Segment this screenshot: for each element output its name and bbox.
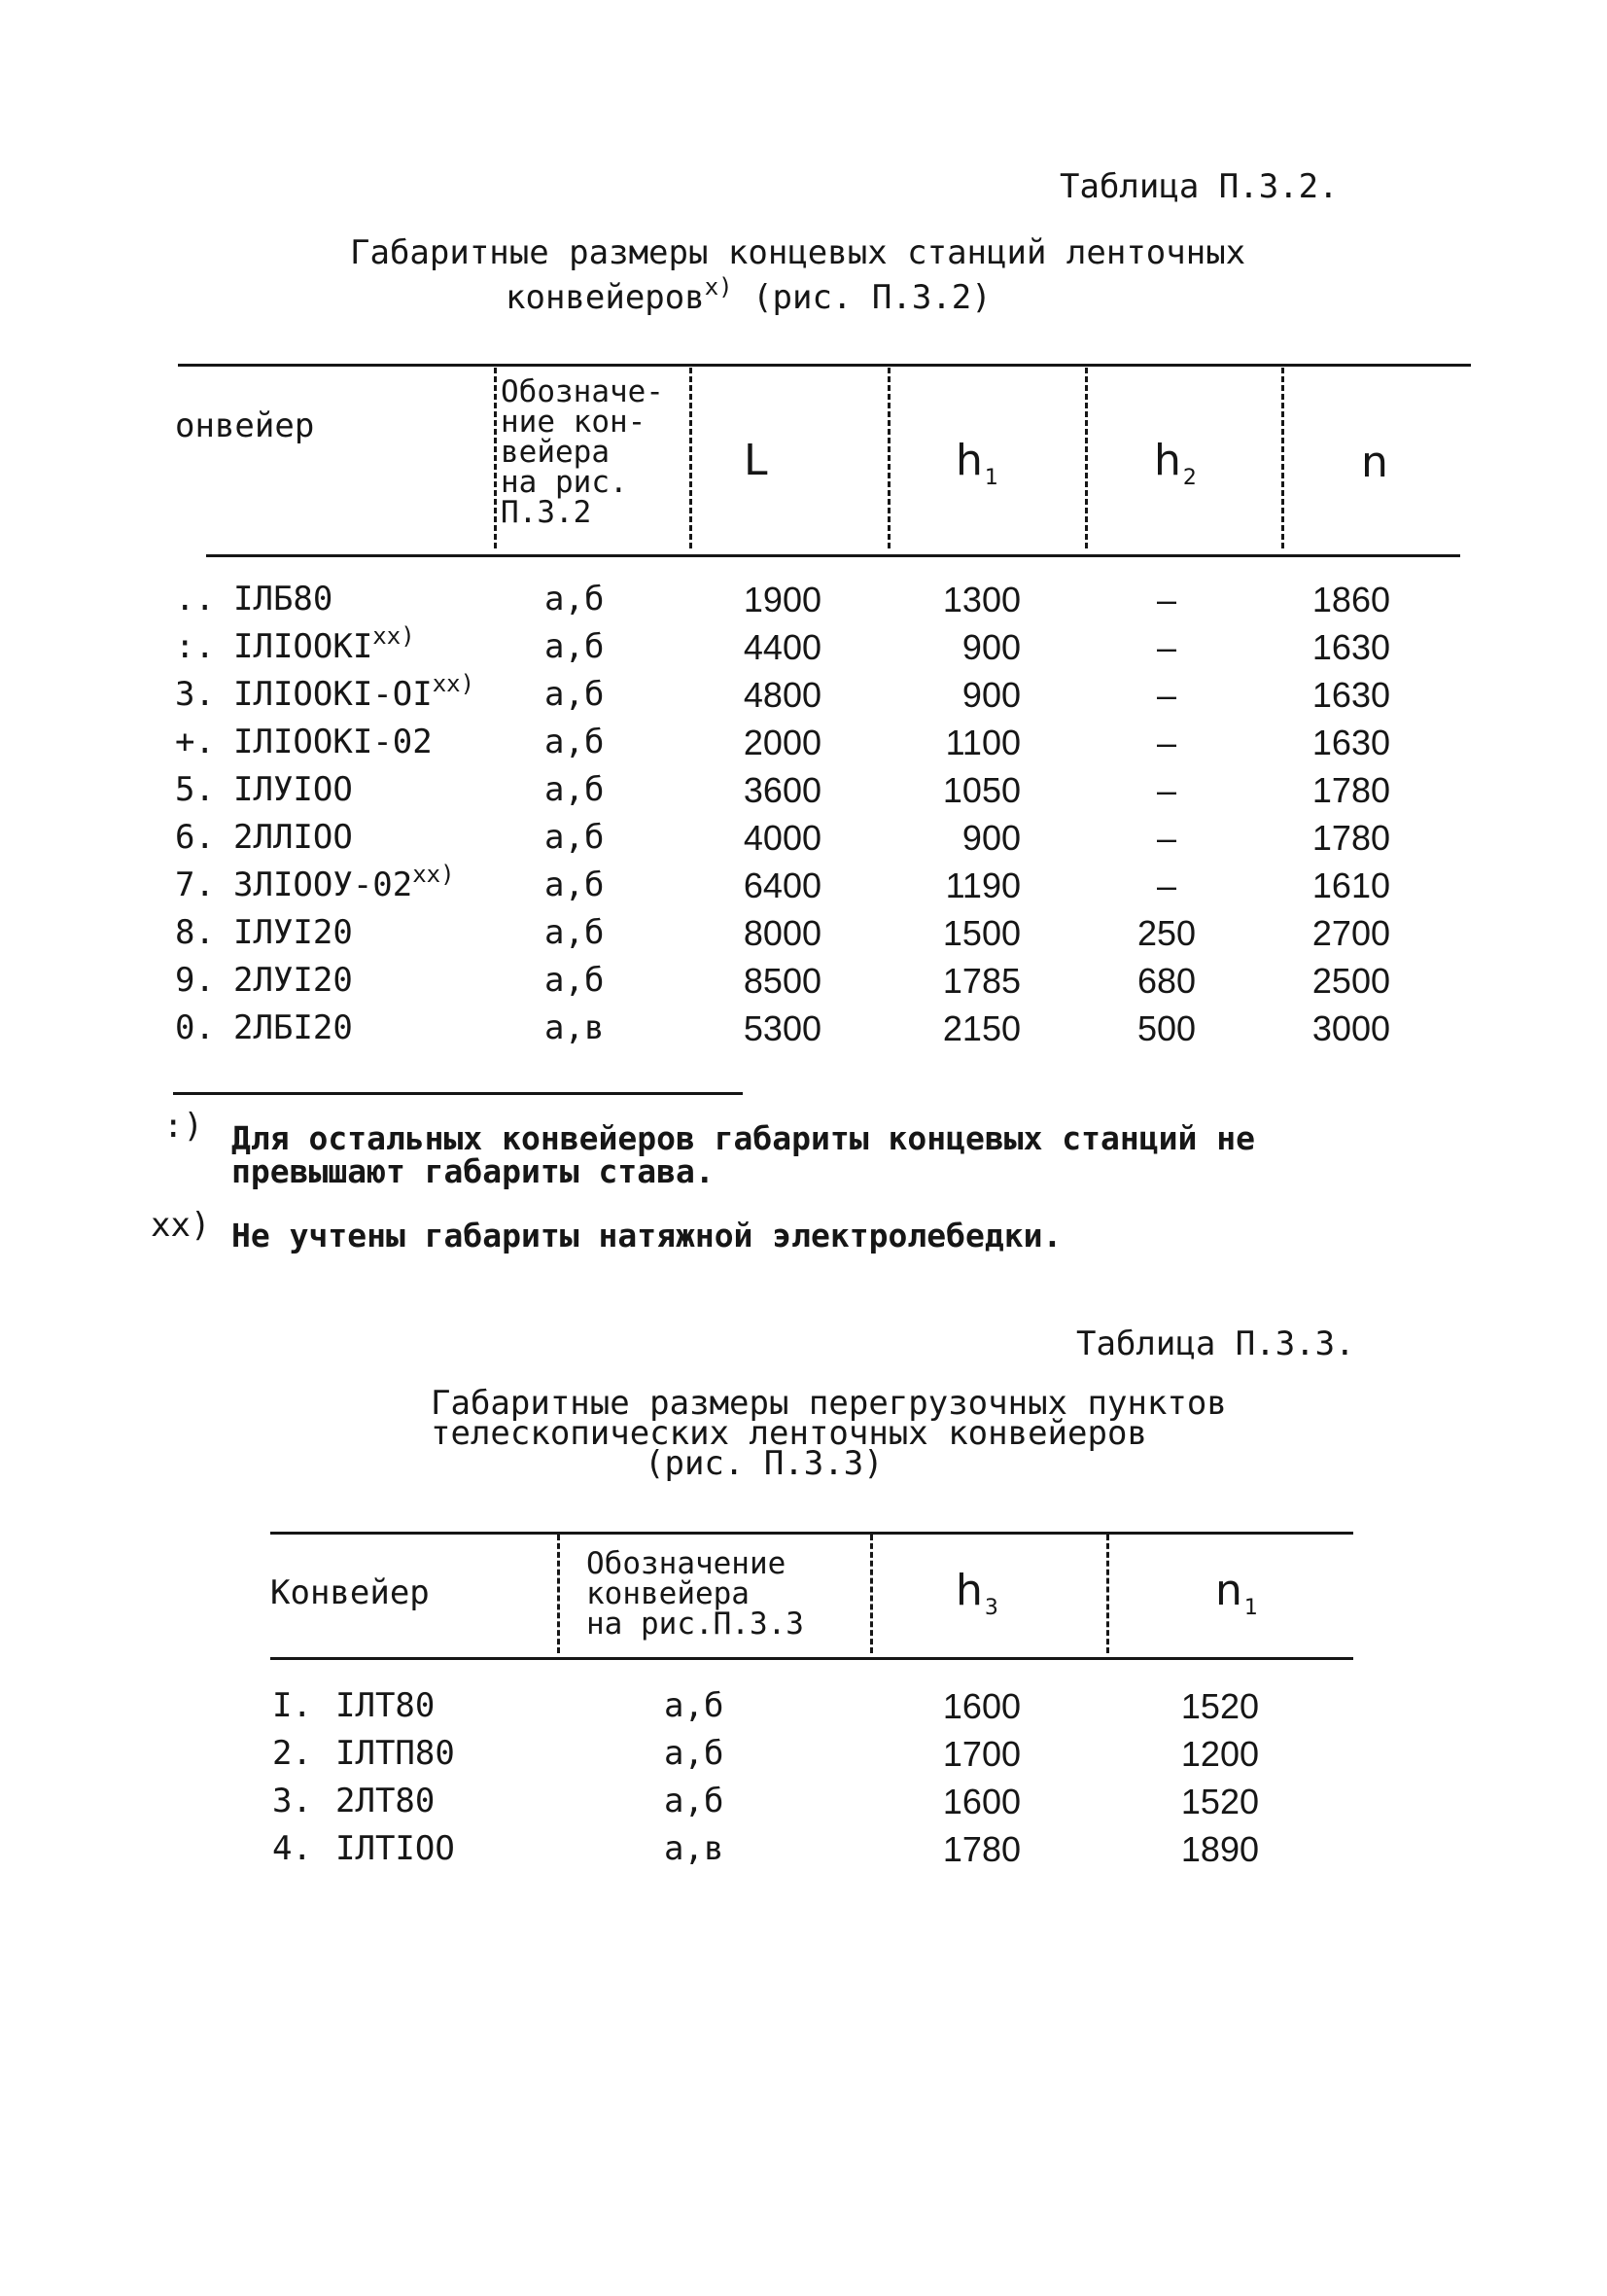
- table1-row-name: [233, 766, 474, 814]
- conveyor-name: 3ЛІООУ-02: [233, 865, 413, 904]
- table2-col-divider: [870, 1535, 873, 1653]
- conveyor-sup: xx): [412, 861, 455, 888]
- footnote-mark-xx: xx): [151, 1206, 211, 1245]
- table2-designation-cell: а,б: [664, 1782, 724, 1820]
- table1-body-name: [233, 576, 474, 1052]
- table2-header-h3-base: h: [956, 1566, 983, 1615]
- n1-cell: 1520: [1180, 1686, 1259, 1726]
- n1-cell: 1520: [1180, 1782, 1259, 1821]
- table2-col-divider: [1106, 1535, 1109, 1653]
- table1-header-h1-base: h: [956, 436, 983, 485]
- designation-cell: а,б: [544, 961, 605, 1000]
- conveyor-sup: xx): [432, 670, 475, 697]
- table2-title-line2: телескопических ленточных конвейеров: [431, 1414, 1147, 1453]
- footnote-x-line1: Для остальных конвейеров габариты концевых станций не: [231, 1119, 1255, 1157]
- table1-header-rule: [206, 554, 1460, 557]
- table1-body-n: [1283, 576, 1390, 1052]
- table1-row-num: +.: [175, 723, 215, 761]
- L-cell: 5300: [743, 1008, 821, 1048]
- table1-col-divider: [1281, 368, 1284, 548]
- table1-col-divider: [888, 368, 891, 548]
- footnote-mark-x: :): [163, 1107, 203, 1146]
- h1-cell: 1050: [942, 770, 1021, 810]
- table2-body-designation: [664, 1682, 723, 1873]
- table1-col-divider: [1085, 368, 1088, 548]
- table2-designation-cell: а,б: [664, 1686, 724, 1725]
- n-cell: 1630: [1311, 723, 1390, 762]
- table2-row-num: 4.: [272, 1829, 312, 1868]
- table1-row-num: 8.: [175, 913, 215, 952]
- designation-cell: а,б: [544, 627, 605, 666]
- table1-header-n: n: [1361, 438, 1388, 487]
- table1-body-L: [710, 576, 821, 1052]
- h3-cell: 1600: [942, 1782, 1021, 1821]
- n-cell: 1630: [1311, 627, 1390, 667]
- table2-header-n1-sub: 1: [1243, 1596, 1258, 1620]
- conveyor-name: 2ЛБІ20: [233, 1008, 353, 1047]
- table2-col-divider: [557, 1535, 560, 1653]
- table2-title-line3: (рис. П.3.3): [645, 1444, 884, 1483]
- table1-row-num: 7.: [175, 865, 215, 904]
- table1-header-designation-l3: вейера: [501, 435, 610, 470]
- table1-row-name: [233, 671, 474, 719]
- table2-top-rule: [270, 1532, 1353, 1535]
- table1-row-num: 6.: [175, 818, 215, 857]
- L-cell: 4800: [743, 675, 821, 715]
- table2-header-n1-base: n: [1215, 1566, 1242, 1615]
- table2-conveyor-name: ІЛТП80: [335, 1734, 455, 1773]
- L-cell: 3600: [743, 770, 821, 810]
- table1-row-num: 5.: [175, 770, 215, 809]
- h1-cell: 1785: [942, 961, 1021, 1001]
- L-cell: 4400: [743, 627, 821, 667]
- table1-header-designation-l4: на рис.: [501, 465, 628, 500]
- table2-title-line1: Габаритные размеры перегрузочных пунктов: [431, 1384, 1227, 1423]
- table2-label: Таблица П.3.3.: [1076, 1325, 1355, 1363]
- table1-row-name: [233, 1005, 474, 1052]
- h1-cell: 900: [961, 675, 1021, 715]
- table2-row-num: 2.: [272, 1734, 312, 1773]
- table2-header-conveyor: Конвейер: [270, 1573, 430, 1612]
- table2-row-num: І.: [272, 1686, 312, 1725]
- conveyor-name: ІЛУІ20: [233, 913, 353, 952]
- h2-cell: –: [1156, 723, 1177, 762]
- table1-header-L: L: [744, 436, 768, 485]
- table1-row-name: [233, 814, 474, 862]
- h2-cell: –: [1156, 818, 1177, 858]
- designation-cell: а,в: [544, 1008, 605, 1047]
- h2-cell: –: [1156, 627, 1177, 667]
- h3-cell: 1700: [942, 1734, 1021, 1774]
- table1-row-num: ..: [175, 580, 215, 618]
- table2-header-rule: [270, 1657, 1353, 1660]
- footnote-x-text: [231, 1119, 1255, 1190]
- table2-body-h3: [924, 1682, 1021, 1873]
- table1-header-conveyor: онвейер: [175, 406, 315, 445]
- h1-cell: 1500: [942, 913, 1021, 953]
- h2-cell: 500: [1136, 1008, 1197, 1048]
- h2-cell: –: [1156, 675, 1177, 715]
- table2-header-designation-l2: конвейера: [586, 1576, 750, 1611]
- designation-cell: а,б: [544, 723, 605, 761]
- L-cell: 6400: [743, 865, 821, 905]
- table1-row-name: [233, 719, 474, 766]
- table2-header-n1: [1215, 1566, 1258, 1620]
- table1-label: Таблица П.3.2.: [1060, 167, 1339, 206]
- table2-title: [431, 1384, 1227, 1483]
- table1-header-h1-sub: 1: [984, 466, 998, 490]
- conveyor-name: 2ЛЛІОО: [233, 818, 353, 857]
- table2-header-designation-l3: на рис.П.3.3: [586, 1607, 804, 1642]
- table2-row-num: 3.: [272, 1782, 312, 1820]
- table2-conveyor-name: ІЛТІОО: [335, 1829, 455, 1868]
- designation-cell: а,б: [544, 675, 605, 714]
- table2-designation-cell: а,в: [664, 1829, 724, 1868]
- conveyor-name: ІЛІООКІ: [233, 627, 373, 666]
- conveyor-name: ІЛБ80: [233, 580, 333, 618]
- table2-body-name: [335, 1682, 455, 1873]
- table1-body-num: [175, 576, 215, 1052]
- table1-header-designation-l5: П.3.2: [501, 495, 592, 530]
- table1-header-designation-l1: Обозначе-: [501, 374, 664, 409]
- table2-header-designation-l1: Обозначение: [586, 1546, 786, 1581]
- h1-cell: 900: [961, 818, 1021, 858]
- designation-cell: а,б: [544, 865, 605, 904]
- table2-conveyor-name: 2ЛТ80: [335, 1782, 436, 1820]
- designation-cell: а,б: [544, 913, 605, 952]
- table1-title-line2a: конвейеров: [506, 278, 705, 317]
- table1-header-h2-sub: 2: [1182, 466, 1197, 490]
- footnote-x-line2: превышают габариты става.: [231, 1152, 715, 1190]
- table2-conveyor-name: ІЛТ80: [335, 1686, 436, 1725]
- h3-cell: 1600: [942, 1686, 1021, 1726]
- table2-body-num: [272, 1682, 312, 1873]
- table2-header-h3: [956, 1566, 998, 1620]
- table1-col-divider: [689, 368, 692, 548]
- n-cell: 1780: [1311, 770, 1390, 810]
- h2-cell: –: [1156, 865, 1177, 905]
- n-cell: 1860: [1311, 580, 1390, 619]
- h1-cell: 1100: [945, 723, 1021, 762]
- h3-cell: 1780: [942, 1829, 1021, 1869]
- h1-cell: 1190: [945, 865, 1021, 905]
- L-cell: 1900: [743, 580, 821, 619]
- footnote-separator: [173, 1092, 743, 1095]
- n-cell: 1630: [1311, 675, 1390, 715]
- L-cell: 8500: [743, 961, 821, 1001]
- L-cell: 4000: [743, 818, 821, 858]
- h1-cell: 2150: [942, 1008, 1021, 1048]
- table1-title-line1: Габаритные размеры концевых станций ленточных: [350, 233, 1246, 272]
- table1-header-h2: [1154, 436, 1197, 490]
- conveyor-name: 2ЛУІ20: [233, 961, 353, 1000]
- n-cell: 1780: [1311, 818, 1390, 858]
- h2-cell: –: [1156, 770, 1177, 810]
- table1-col-divider: [494, 368, 497, 548]
- table1-row-name: [233, 623, 474, 671]
- conveyor-name: ІЛІООКІ-ОІ: [233, 675, 433, 714]
- table1-row-name: [233, 957, 474, 1005]
- table2-designation-cell: а,б: [664, 1734, 724, 1773]
- table1-row-name: [233, 576, 474, 623]
- h2-cell: –: [1156, 580, 1177, 619]
- table1-row-num: :.: [175, 627, 215, 666]
- table1-header-designation: [501, 374, 664, 530]
- table1-top-rule: [178, 364, 1471, 367]
- h1-cell: 900: [961, 627, 1021, 667]
- L-cell: 8000: [743, 913, 821, 953]
- table1-row-num: 0.: [175, 1008, 215, 1047]
- table2-body-n1: [1162, 1682, 1259, 1873]
- n1-cell: 1890: [1180, 1829, 1259, 1869]
- h2-cell: 250: [1136, 913, 1197, 953]
- table1-title-sup: x): [704, 273, 733, 300]
- designation-cell: а,б: [544, 818, 605, 857]
- table2-header-designation: [586, 1546, 804, 1642]
- table1-title-line2: [506, 274, 992, 321]
- n-cell: 3000: [1311, 1008, 1390, 1048]
- n-cell: 2700: [1311, 913, 1390, 953]
- table1-header-h1: [956, 436, 998, 490]
- n-cell: 2500: [1311, 961, 1390, 1001]
- table1-header-designation-l2: ние кон-: [501, 405, 646, 440]
- conveyor-name: ІЛІООКІ-02: [233, 723, 433, 761]
- table2-header-h3-sub: 3: [984, 1596, 998, 1620]
- footnote-xx-line1: Не учтены габариты натяжной электролебедки.: [231, 1217, 1063, 1254]
- conveyor-sup: xx): [372, 622, 415, 650]
- designation-cell: а,б: [544, 580, 605, 618]
- h1-cell: 1300: [942, 580, 1021, 619]
- conveyor-name: ІЛУІОО: [233, 770, 353, 809]
- n-cell: 1610: [1311, 865, 1390, 905]
- table1-row-num: 9.: [175, 961, 215, 1000]
- table1-body-h1: [904, 576, 1021, 1052]
- table1-header-h2-base: h: [1154, 436, 1181, 485]
- table1-body-h2: [1123, 576, 1210, 1052]
- table1-row-num: 3.: [175, 675, 215, 714]
- designation-cell: а,б: [544, 770, 605, 809]
- n1-cell: 1200: [1180, 1734, 1259, 1774]
- table1-title-line2b: (рис. П.3.2): [732, 278, 992, 317]
- table1-row-name: [233, 909, 474, 957]
- table1-row-name: [233, 862, 474, 909]
- table1-body-designation: [544, 576, 604, 1052]
- h2-cell: 680: [1136, 961, 1197, 1001]
- L-cell: 2000: [743, 723, 821, 762]
